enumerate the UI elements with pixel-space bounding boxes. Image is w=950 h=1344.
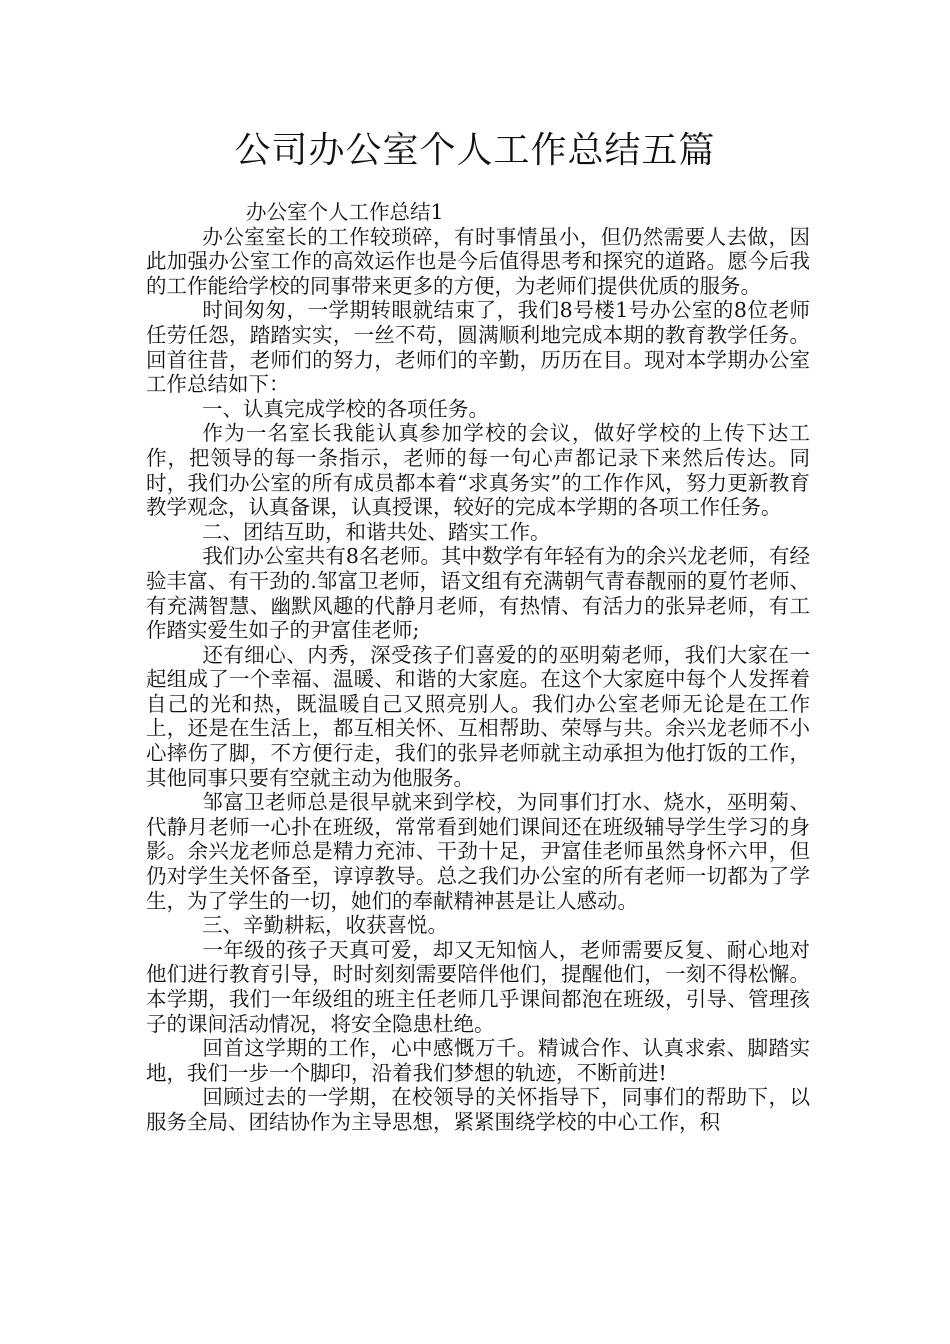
paragraph: 作为一名室长我能认真参加学校的会议，做好学校的上传下达工作，把领导的每一条指示，老师的每一句心声都记录下来然后传达。同时，我们办公室的所有成员都本着“求真务实”的工作作风，努力更新教育教学观念，认真备课，认真授课，较好的完成本学期的各项工作任务。 <box>146 421 810 520</box>
document-body <box>146 200 810 1135</box>
section-subtitle: 办公室个人工作总结1 <box>246 200 444 224</box>
section-heading: 三、辛勤耕耘，收获喜悦。 <box>202 913 448 938</box>
section-heading: 二、团结互助，和谐共处、踏实工作。 <box>202 519 551 544</box>
paragraph: 回首这学期的工作，心中感慨万千。精诚合作、认真求索、脚踏实地，我们一步一个脚印，沿着我们梦想的轨迹，不断前进! <box>146 1036 810 1085</box>
paragraph: 回顾过去的一学期，在校领导的关怀指导下，同事们的帮助下，以服务全局、团结协作为主导思想，紧紧围绕学校的中心工作，积 <box>146 1085 810 1134</box>
document-title: 公司办公室个人工作总结五篇 <box>234 130 716 171</box>
paragraph: 还有细心、内秀，深受孩子们喜爱的的巫明菊老师，我们大家在一起组成了一个幸福、温暖、和谐的大家庭。在这个大家庭中每个人发挥着自己的光和热，既温暖自己又照亮别人。我们办公室老师无论是在工作上，还是在生活上，都互相关怀、互相帮助、荣辱与共。余兴龙老师不小心摔伤了脚，不方便行走，我们的张异老师就主动承担为他打饭的工作，其他同事只要有空就主动为他服务。 <box>146 642 810 790</box>
paragraph: 邹富卫老师总是很早就来到学校，为同事们打水、烧水，巫明菊、代静月老师一心扑在班级，常常看到她们课间还在班级辅导学生学习的身影。余兴龙老师总是精力充沛、干劲十足，尹富佳老师虽然身怀六甲，但仍对学生关怀备至，谆谆教导。总之我们办公室的所有老师一切都为了学生，为了学生的一切，她们的奉献精神甚是让人感动。 <box>146 790 810 913</box>
section-heading: 一、认真完成学校的各项任务。 <box>202 396 489 421</box>
paragraph: 办公室室长的工作较琐碎，有时事情虽小，但仍然需要人去做，因此加强办公室工作的高效运作也是今后值得思考和探究的道路。愿今后我的工作能给学校的同事带来更多的方便，为老师们提供优质的服务。 <box>146 224 810 298</box>
paragraph: 我们办公室共有8名老师。其中数学有年轻有为的余兴龙老师，有经验丰富、有干劲的.邹富卫老师，语文组有充满朝气青春靓丽的夏竹老师、有充满智慧、幽默风趣的代静月老师，有热情、有活力的张异老师，有工作踏实爱生如子的尹富佳老师; <box>146 544 810 643</box>
paragraph: 一年级的孩子天真可爱，却又无知恼人，老师需要反复、耐心地对他们进行教育引导，时时刻刻需要陪伴他们，提醒他们，一刻不得松懈。本学期，我们一年级组的班主任老师几乎课间都泡在班级，引导、管理孩子的课间活动情况，将安全隐患杜绝。 <box>146 937 810 1036</box>
paragraph: 时间匆匆，一学期转眼就结束了，我们8号楼1号办公室的8位老师任劳任怨，踏踏实实，一丝不苟，圆满顺利地完成本期的教育教学任务。回首往昔，老师们的努力，老师们的辛勤，历历在目。现对本学期办公室工作总结如下： <box>146 298 810 397</box>
